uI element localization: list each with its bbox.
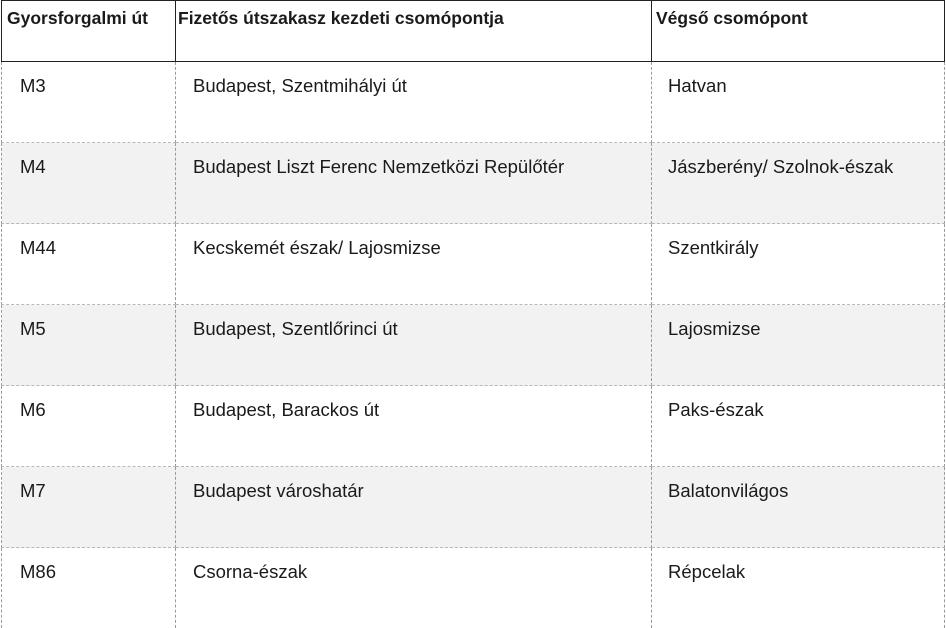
cell-start-junction: Budapest Liszt Ferenc Nemzetközi Repülőtér xyxy=(176,143,652,224)
cell-end-junction: Lajosmizse xyxy=(652,305,945,386)
table-row xyxy=(2,62,945,143)
cell-expressway: M4 xyxy=(2,143,176,224)
table-row xyxy=(2,143,945,224)
table-row xyxy=(2,305,945,386)
cell-expressway: M7 xyxy=(2,467,176,548)
cell-expressway: M44 xyxy=(2,224,176,305)
cell-end-junction: Jászberény/ Szolnok-észak xyxy=(652,143,945,224)
table-row xyxy=(2,467,945,548)
cell-start-junction: Budapest, Szentmihályi út xyxy=(176,62,652,143)
cell-start-junction: Budapest, Barackos út xyxy=(176,386,652,467)
cell-expressway: M5 xyxy=(2,305,176,386)
cell-start-junction: Budapest, Szentlőrinci út xyxy=(176,305,652,386)
header-expressway: Gyorsforgalmi út xyxy=(2,1,176,62)
cell-expressway: M6 xyxy=(2,386,176,467)
toll-road-table xyxy=(1,0,945,628)
cell-start-junction: Csorna-észak xyxy=(176,548,652,628)
cell-expressway: M3 xyxy=(2,62,176,143)
header-end-junction: Végső csomópont xyxy=(652,1,945,62)
cell-start-junction: Kecskemét észak/ Lajosmizse xyxy=(176,224,652,305)
cell-expressway: M86 xyxy=(2,548,176,628)
cell-end-junction: Balatonvilágos xyxy=(652,467,945,548)
table-row xyxy=(2,386,945,467)
header-start-junction: Fizetős útszakasz kezdeti csomópontja xyxy=(176,1,652,62)
table-row xyxy=(2,548,945,628)
table-header-row xyxy=(2,1,945,62)
cell-end-junction: Szentkirály xyxy=(652,224,945,305)
table-row xyxy=(2,224,945,305)
cell-end-junction: Répcelak xyxy=(652,548,945,628)
table-header xyxy=(2,1,945,62)
cell-start-junction: Budapest városhatár xyxy=(176,467,652,548)
cell-end-junction: Hatvan xyxy=(652,62,945,143)
table-body xyxy=(2,62,945,628)
cell-end-junction: Paks-észak xyxy=(652,386,945,467)
